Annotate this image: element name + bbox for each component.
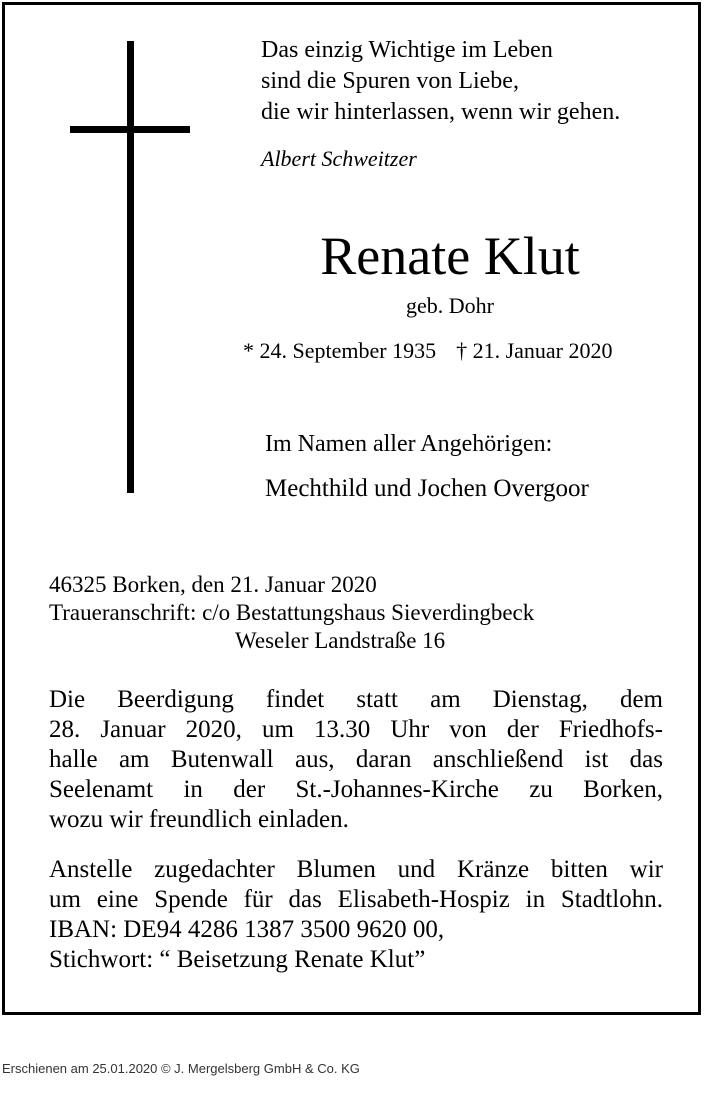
paragraph-line: Anstelle zugedachter Blumen und Kränze bitten wir [49, 856, 663, 883]
quote-author: Albert Schweitzer [261, 146, 417, 171]
publication-footer: Erschienen am 25.01.2020 © J. Mergelsberg GmbH & Co. KG [2, 1061, 360, 1076]
quote-line: Das einzig Wichtige im Leben [261, 37, 553, 63]
donation-paragraph [49, 855, 663, 975]
paragraph-line: um eine Spende für das Elisabeth-Hospiz in Stadtlohn. [49, 886, 663, 913]
street-address: Weseler Landstraße 16 [235, 628, 446, 653]
deceased-name: Renate Klut [320, 226, 580, 286]
quote [261, 35, 620, 128]
maiden-name: geb. Dohr [406, 293, 494, 318]
paragraph-line: Die Beerdigung findet statt am Dienstag, dem [49, 686, 663, 713]
paragraph-line: IBAN: DE94 4286 1387 3500 9620 00, [49, 916, 445, 943]
mourning-address: Traueranschrift: c/o Bestattungshaus Sieverdingbeck [49, 600, 535, 625]
quote-line: sind die Spuren von Liebe, [261, 68, 519, 94]
paragraph-line: Stichwort: “ Beisetzung Renate Klut” [49, 946, 426, 973]
mourners-names: Mechthild und Jochen Overgoor [265, 475, 589, 502]
mourners-intro: Im Namen aller Angehörigen: [265, 431, 553, 457]
place-date: 46325 Borken, den 21. Januar 2020 [49, 572, 377, 597]
paragraph-line: halle am Butenwall aus, daran anschließend ist das [49, 746, 663, 773]
life-dates [243, 338, 613, 364]
paragraph-line: wozu wir freundlich einladen. [49, 806, 349, 833]
birth-date: * 24. September 1935 [243, 338, 437, 363]
paragraph-line: Seelenamt in der St.-Johannes-Kirche zu Borken, [49, 776, 663, 803]
death-date: † 21. Januar 2020 [456, 338, 613, 363]
cross-icon-crossbar [70, 126, 190, 133]
paragraph-line: 28. Januar 2020, um 13.30 Uhr von der Friedhofs- [49, 716, 663, 743]
obituary-notice [2, 2, 701, 1015]
quote-line: die wir hinterlassen, wenn wir gehen. [261, 99, 621, 125]
funeral-paragraph [49, 685, 663, 835]
